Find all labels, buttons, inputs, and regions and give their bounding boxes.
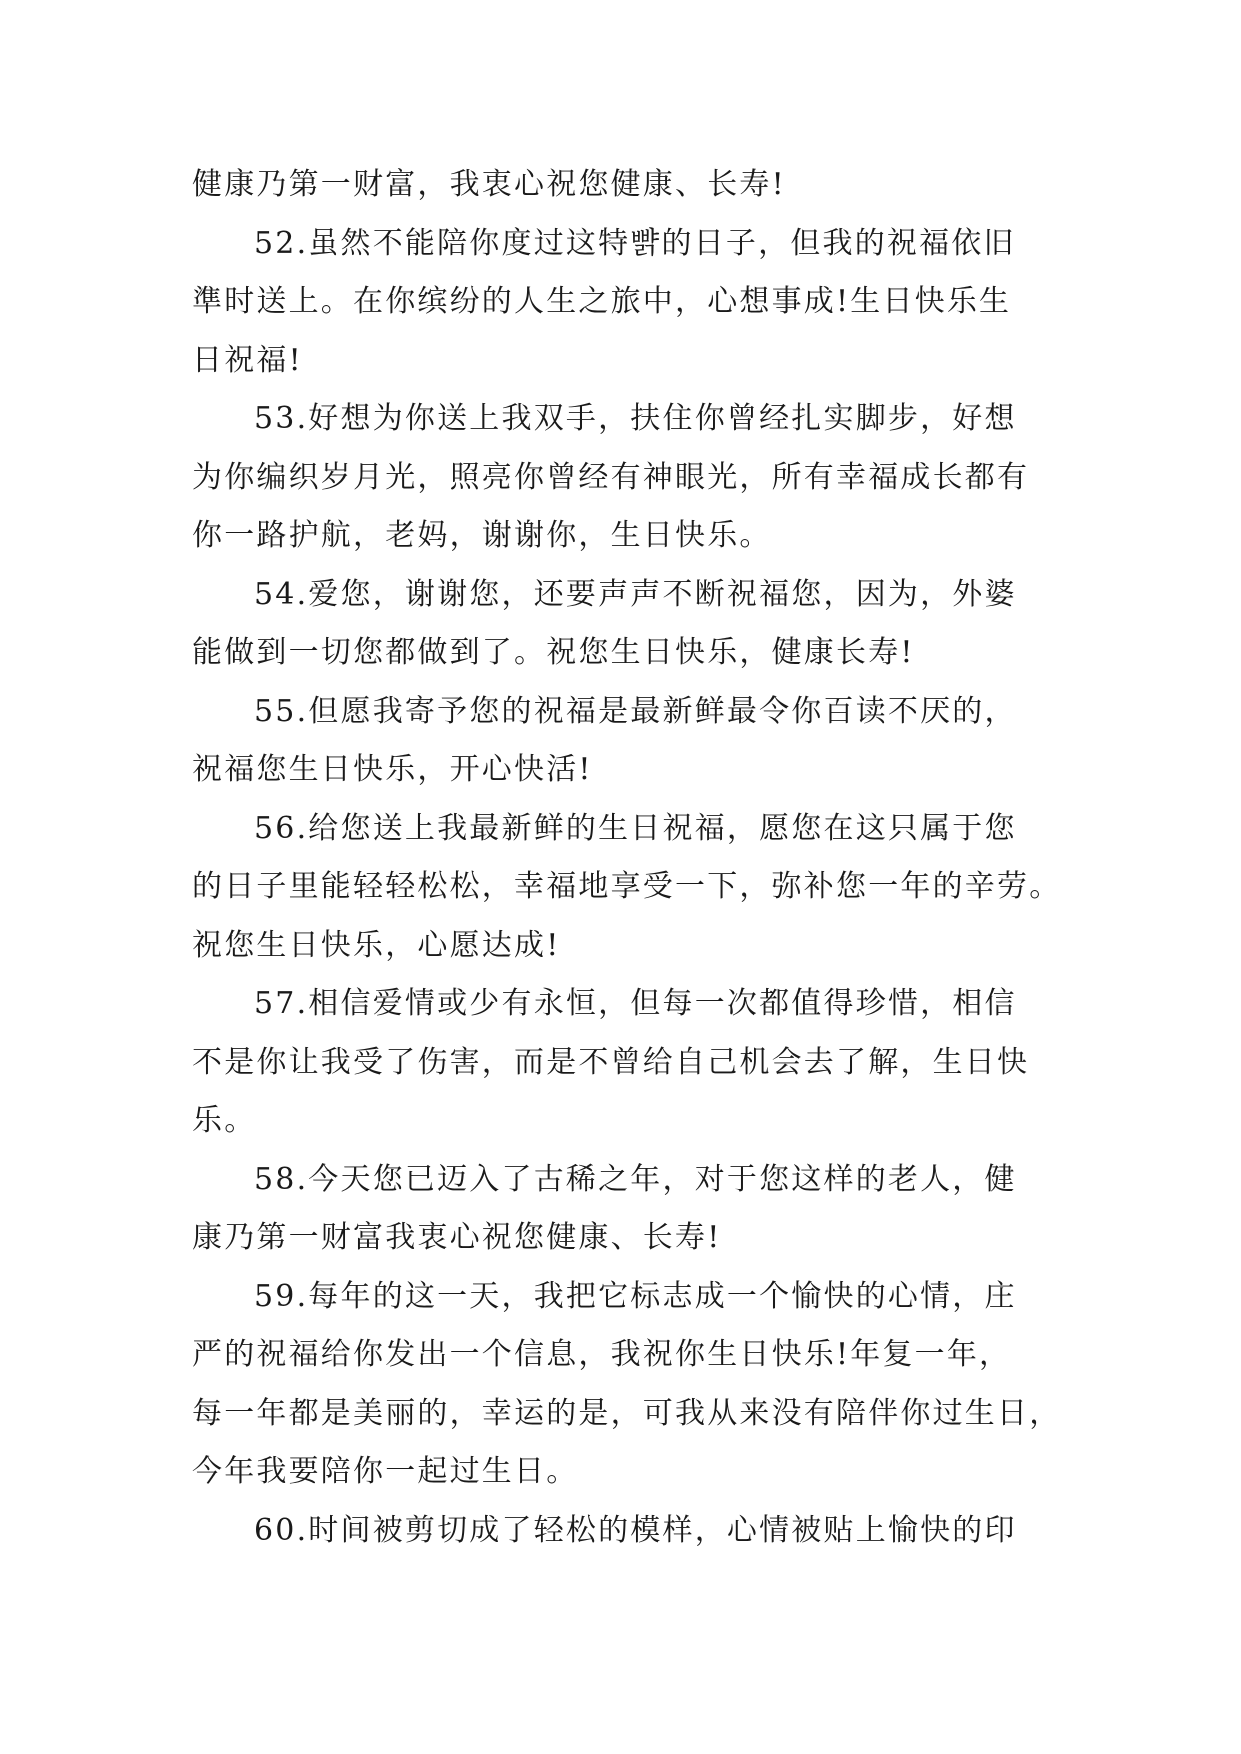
- text-line-item-56: 56.给您送上我最新鲜的生日祝福，愿您在这只属于您: [254, 810, 1017, 846]
- text-line-item-55: 55.但愿我寄予您的祝福是最新鲜最令你百读不厌的，: [254, 693, 1017, 729]
- text-line: 乐。: [192, 1103, 257, 1138]
- text-line: 不是你让我受了伤害，而是不曾给自己机会去了解，生日快: [192, 1044, 1030, 1080]
- text-line: 的日子里能轻轻松松，幸福地享受一下，弥补您一年的辛劳。: [192, 869, 1062, 904]
- text-line: 严的祝福给你发出一个信息，我祝你生日快乐!年复一年，: [192, 1337, 1012, 1372]
- text-line-item-60: 60.时间被剪切成了轻松的模样，心情被贴上愉快的印: [254, 1512, 1017, 1548]
- text-line: 能做到一切您都做到了。祝您生日快乐，健康长寿!: [192, 635, 915, 670]
- text-line-item-53: 53.好想为你送上我双手，扶住你曾经扎实脚步，好想: [254, 401, 1017, 436]
- text-line-item-58: 58.今天您已迈入了古稀之年，对于您这样的老人，健: [254, 1161, 1017, 1197]
- document-body: [192, 156, 1062, 1560]
- text-line: 为你编织岁月光，照亮你曾经有神眼光，所有幸福成长都有: [192, 459, 1030, 495]
- text-line: 準时送上。在你缤纷的人生之旅中，心想事成!生日快乐生: [192, 284, 1012, 319]
- text-line: 祝您生日快乐，心愿达成!: [192, 927, 561, 963]
- text-line: 日祝福!: [192, 342, 303, 378]
- text-line-item-52: 52.虽然不能陪你度过这特뺡的日子，但我的祝福依旧: [254, 225, 1016, 261]
- text-line: 健康乃第一财富，我衷心祝您健康、长寿!: [192, 167, 786, 202]
- text-line: 每一年都是美丽的，幸运的是，可我从来没有陪伴你过生日，: [192, 1395, 1062, 1431]
- text-line: 你一路护航，老妈，谢谢你，生日快乐。: [192, 518, 772, 553]
- text-line-item-57: 57.相信爱情或少有永恒，但每一次都值得珍惜，相信: [254, 986, 1017, 1021]
- text-line-item-54: 54.爱您，谢谢您，还要声声不断祝福您，因为，外婆: [254, 576, 1017, 612]
- text-line: 祝福您生日快乐，开心快活!: [192, 752, 593, 787]
- text-line: 康乃第一财富我衷心祝您健康、长寿!: [192, 1220, 722, 1255]
- text-line-item-59: 59.每年的这一天，我把它标志成一个愉快的心情，庄: [254, 1278, 1017, 1314]
- text-line: 今年我要陪你一起过生日。: [192, 1454, 579, 1489]
